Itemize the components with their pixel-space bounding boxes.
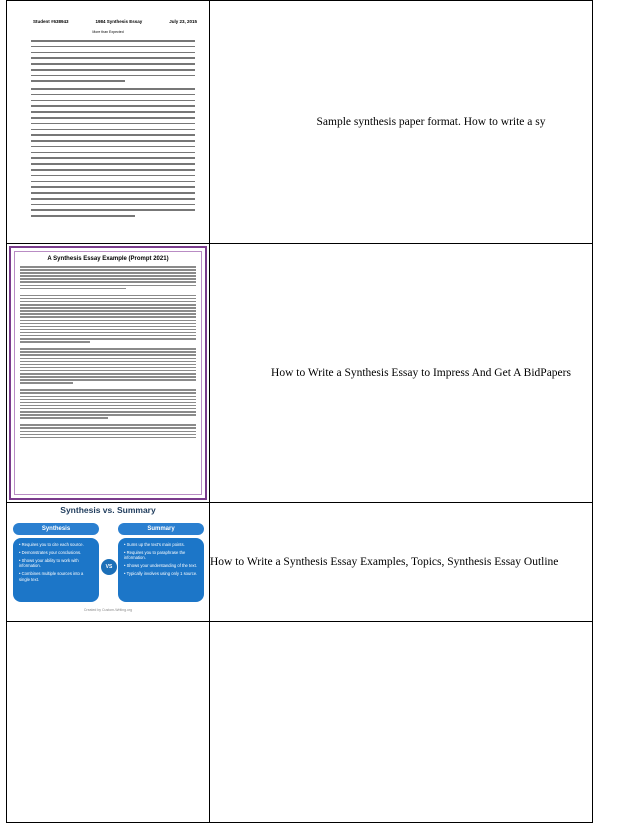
- synthesis-column: [13, 523, 99, 602]
- essay-page-image: [11, 5, 205, 239]
- essay-paragraph: [11, 88, 205, 217]
- example-heading: A Synthesis Essay Example (Prompt 2021): [47, 256, 169, 262]
- result-row: [7, 1, 592, 244]
- infographic-credit: Created by Custom-Writing.org: [83, 608, 133, 612]
- essay-student: Student #638943: [33, 19, 69, 24]
- essay-course: 1984 Synthesis Essay: [95, 19, 143, 24]
- synthesis-item: • Requires you to cite each source.: [19, 542, 84, 547]
- empty-cell: [7, 622, 210, 822]
- empty-cell: [210, 622, 592, 822]
- result-caption-cell: [210, 503, 592, 621]
- result-caption[interactable]: How to Write a Synthesis Essay Examples, Topics, Synthesis Essay Outline: [210, 556, 559, 568]
- result-row-empty: [7, 622, 592, 822]
- synthesis-heading: Synthesis: [13, 523, 99, 535]
- comparison-infographic: [7, 503, 209, 621]
- summary-item: • Requires you to paraphrase the information.: [124, 549, 186, 561]
- essay-title: More than Expected: [92, 30, 124, 34]
- results-grid: [6, 0, 593, 823]
- vs-badge: VS: [100, 558, 118, 576]
- synthesis-item: • Combines multiple sources into a single text.: [19, 571, 84, 582]
- thumbnail-essay-page[interactable]: [7, 1, 210, 243]
- summary-heading: Summary: [118, 523, 204, 535]
- result-caption-cell: [210, 1, 592, 243]
- thumbnail-synthesis-example[interactable]: [7, 244, 210, 502]
- thumbnail-synthesis-vs-summary[interactable]: [7, 503, 210, 621]
- essay-paragraph: [11, 40, 205, 82]
- summary-item: • Sums up the text's main points.: [124, 542, 185, 547]
- summary-item: • Typically involves using only 1 source.: [124, 571, 198, 577]
- result-caption-cell: [210, 244, 592, 502]
- example-text-block: [20, 266, 196, 438]
- synthesis-item: • Demonstrates your conclusions.: [19, 549, 82, 555]
- infographic-title: Synthesis vs. Summary: [60, 505, 156, 515]
- summary-column: [118, 523, 204, 602]
- result-row: [7, 244, 592, 503]
- result-row: [7, 503, 592, 622]
- synthesis-item: • Shows your ability to work with information.: [19, 557, 79, 569]
- result-caption[interactable]: How to Write a Synthesis Essay to Impress And Get A BidPapers: [271, 367, 571, 379]
- essay-date: July 23, 2015: [169, 19, 197, 24]
- result-caption[interactable]: Sample synthesis paper format. How to write a sy: [316, 116, 546, 128]
- purple-frame: [9, 246, 207, 500]
- summary-item: • Shows your understanding of the text.: [124, 563, 197, 569]
